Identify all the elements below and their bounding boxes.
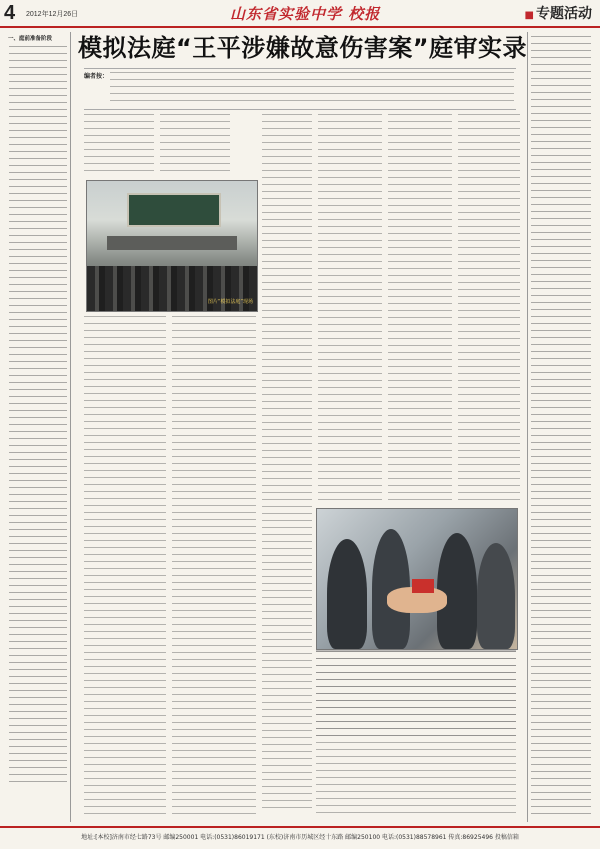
article-text-col-2 xyxy=(160,114,230,176)
students-photo-caption xyxy=(316,650,516,739)
issue-date: 2012年12月26日 xyxy=(26,11,79,18)
left-column-text xyxy=(9,46,67,786)
article-text-col-3 xyxy=(262,114,312,814)
courtroom-board xyxy=(127,193,221,227)
student-figure xyxy=(327,539,367,649)
article-text-col-1 xyxy=(84,114,154,176)
right-column xyxy=(527,32,594,822)
left-column-heading: 一、庭前准备阶段 xyxy=(8,36,53,42)
editor-note xyxy=(84,68,516,110)
masthead xyxy=(0,0,600,28)
courtroom-photo xyxy=(86,180,258,312)
article-text-col-9 xyxy=(316,742,516,814)
paper-name: 山东省实验中学 校报 xyxy=(230,5,381,23)
left-column xyxy=(6,32,71,822)
judge-bench xyxy=(107,236,237,250)
article-text-col-8 xyxy=(172,316,256,816)
student-figure xyxy=(477,543,515,649)
footer-info: 地址:[本校]济南市经七路73号 邮编250001 电话:(0531)86019171 (东校)济南市历城区经十东路 邮编250100 电话:(0531)88578961 传真:86925496 投稿信箱 xyxy=(0,826,600,849)
article-text-col-4 xyxy=(318,114,382,502)
article-headline: 模拟法庭“王平涉嫌故意伤害案”庭审实录 xyxy=(78,34,528,62)
right-column-text xyxy=(531,36,591,816)
article-text-col-5 xyxy=(388,114,452,502)
editor-note-text xyxy=(110,72,514,106)
article-text-col-7 xyxy=(84,316,166,816)
students-photo xyxy=(316,508,518,650)
article-text-col-6 xyxy=(458,114,520,502)
page-number: 4 xyxy=(4,2,16,24)
section-label: 专题活动 xyxy=(536,6,592,22)
red-card-detail xyxy=(412,579,434,593)
courtroom-photo-caption: 图片“模拟法庭”现场 xyxy=(207,299,253,305)
editor-note-label: 编者按： xyxy=(84,73,109,80)
section-title xyxy=(525,3,592,23)
square-bullet-icon: ■ xyxy=(524,10,534,21)
